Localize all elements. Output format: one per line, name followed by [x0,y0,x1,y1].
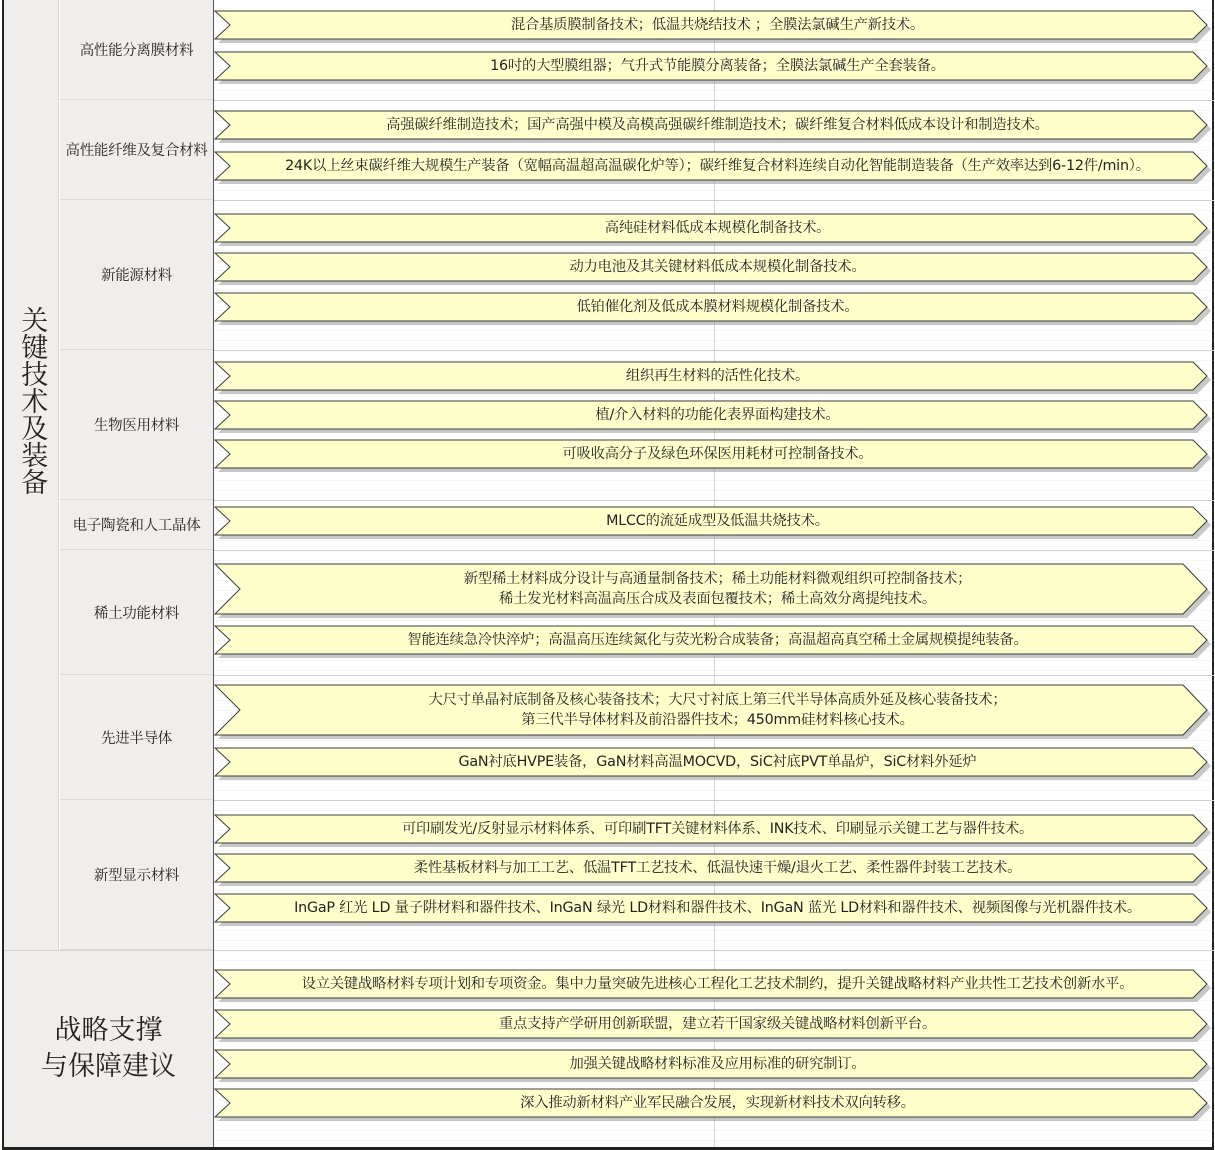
grid-line [214,540,1214,541]
category-label: 高性能分离膜材料 [60,0,213,100]
roadmap-item-arrow [214,361,1213,391]
roadmap-item-arrow [214,400,1213,430]
roadmap-item-arrow [214,1049,1213,1079]
item-text: 智能连续急冷快淬炉；高温高压连续氮化与荧光粉合成装备；高温超高真空稀土金属规模提纯装备。 [407,632,1028,648]
category-separator [214,675,1214,676]
grid-line [214,680,1214,681]
item-text: MLCC的流延成型及低温共烧技术。 [606,513,829,529]
roadmap-item-arrow [214,747,1213,777]
item-text: 可印刷发光/反射显示材料体系、可印刷TFT关键材料体系、INK技术、印刷显示关键工艺与器件技术。 [401,821,1034,837]
grid-line [214,890,1214,891]
item-text: 设立关键战略材料专项计划和专项资金。集中力量突破先进核心工程化工艺技术制约，提升关键战略材料产业共性工艺技术创新水平。 [301,976,1134,992]
item-text: InGaP 红光 LD 量子阱材料和器件技术、InGaN 绿光 LD材料和器件技术、InGaN 蓝光 LD材料和器件技术、视频图像与光机器件技术。 [294,900,1141,916]
category-separator [214,800,1214,801]
item-text: 新型稀土材料成分设计与高通量制备技术；稀土功能材料微观组织可控制备技术； 稀土发光材料高温高压合成及表面包覆技术；稀土高效分离提纯技术。 [463,571,972,607]
item-text: GaN衬底HVPE装备，GaN材料高温MOCVD，SiC衬底PVT单晶炉，SiC材料外延炉 [458,754,977,770]
grid-line [214,190,1214,191]
roadmap-item-arrow [214,252,1213,282]
grid-line [214,940,1214,941]
item-text: 深入推动新材料产业军民融合发展，实现新材料技术双向转移。 [520,1095,915,1111]
section-title: 战略支撑 与保障建议 [41,1014,176,1082]
grid-line [214,340,1214,341]
item-text: 植/介入材料的功能化表界面构建技术。 [595,407,840,423]
roadmap-item-arrow [214,110,1213,140]
category-separator [214,950,1214,951]
category-label: 稀土功能材料 [60,550,213,675]
grid-line [214,490,1214,491]
roadmap-item-arrow [214,1009,1213,1039]
grid-line [214,560,1214,561]
category-label: 生物医用材料 [60,350,213,500]
roadmap-item-arrow [214,439,1213,469]
grid-line [214,620,1214,621]
category-label: 新型显示材料 [60,800,213,950]
grid-line [214,790,1214,791]
category-separator [214,550,1214,551]
category-label: 新能源材料 [60,200,213,350]
roadmap-item-arrow [214,51,1213,81]
category-separator [214,500,1214,501]
grid-line [214,930,1214,931]
roadmap-item-arrow [214,10,1213,40]
roadmap-item-arrow [214,292,1213,322]
grid-line [214,1140,1214,1141]
grid-line [214,670,1214,671]
roadmap-item-arrow [214,625,1213,655]
category-label: 先进半导体 [60,675,213,800]
grid-line [214,480,1214,481]
roadmap-item-arrow [214,853,1213,883]
roadmap-item-arrow [214,213,1213,243]
grid-line [214,660,1214,661]
item-text: 高纯硅材料低成本规模化制备技术。 [604,220,831,236]
item-text: 混合基质膜制备技术；低温共烧结技术 ；全膜法氯碱生产新技术。 [510,17,925,33]
category-separator [214,200,1214,201]
roadmap-item-arrow [214,563,1213,615]
roadmap-item-arrow [214,506,1213,536]
item-text: 加强关键战略材料标准及应用标准的研究制订。 [569,1056,866,1072]
grid-line [214,290,1214,291]
item-text: 大尺寸单晶衬底制备及核心装备技术；大尺寸衬底上第三代半导体高质外延及核心装备技术； 第三代半导体材料及前沿器件技术；450mm硅材料核心技术。 [428,692,1007,728]
item-text: 组织再生材料的活性化技术。 [625,368,810,384]
grid-line [214,250,1214,251]
roadmap-item-arrow [214,893,1213,923]
roadmap-item-arrow [214,151,1213,181]
item-text: 16吋的大型膜组器；气升式节能膜分离装备；全膜法氯碱生产全套装备。 [490,58,945,74]
category-label: 高性能纤维及复合材料 [60,100,213,200]
section-title: 关键技术及装备 [16,305,48,495]
roadmap-item-arrow [214,969,1213,999]
grid-line [214,960,1214,961]
grid-line [214,210,1214,211]
roadmap-item-arrow [214,684,1213,736]
grid-line [214,740,1214,741]
grid-line [214,810,1214,811]
item-text: 可吸收高分子及绿色环保医用耗材可控制备技术。 [562,446,873,462]
grid-line [214,330,1214,331]
grid-line [214,1130,1214,1131]
item-text: 动力电池及其关键材料低成本规模化制备技术。 [569,259,866,275]
grid-line [214,850,1214,851]
category-label: 电子陶瓷和人工晶体 [60,500,213,550]
item-text: 柔性基板材料与加工工艺、低温TFT工艺技术、低温快速干燥/退火工艺、柔性器件封装工艺技术。 [413,860,1022,876]
item-text: 高强碳纤维制造技术；国产高强中模及高模高强碳纤维制造技术；碳纤维复合材料低成本设计和制造技术。 [386,117,1049,133]
item-text: 重点支持产学研用创新联盟，建立若干国家级关键战略材料创新平台。 [499,1016,936,1032]
category-separator [214,100,1214,101]
grid-line [214,90,1214,91]
category-separator [214,350,1214,351]
item-text: 24K以上丝束碳纤维大规模生产装备（宽幅高温超高温碳化炉等）；碳纤维复合材料连续自动化智能制造装备（生产效率达到6-12件/min）。 [285,158,1150,174]
item-text: 低铂催化剂及低成本膜材料规模化制备技术。 [576,299,859,315]
roadmap-item-arrow [214,1088,1213,1118]
roadmap-item-arrow [214,814,1213,844]
